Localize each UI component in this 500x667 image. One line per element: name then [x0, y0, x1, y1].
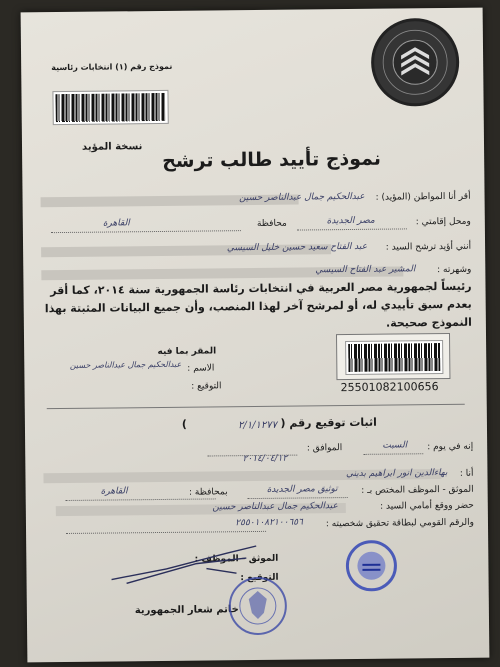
section-divider	[47, 404, 465, 409]
residence-label: ومحل إقامتي :	[415, 216, 471, 228]
barcode	[346, 341, 442, 374]
copy-label: نسخة المؤيد	[81, 141, 143, 153]
me-value: بهاءالدين انور ابراهيم بديني	[345, 467, 448, 480]
residence-value: مصر الجديدة	[326, 215, 375, 227]
model-number-label: نموذج رقم (١) انتخابات رئاسية	[51, 61, 173, 73]
national-id-line	[66, 531, 266, 534]
declarant-name-value: عبدالحكيم جمال عبدالناصر حسين	[69, 359, 182, 370]
declarant-name-label: الاسم :	[187, 363, 215, 374]
declarant-heading: المقر بما فيه	[157, 346, 217, 358]
barcode-number: 25501082100656	[340, 380, 439, 395]
citizen-label: أقر أنا المواطن (المؤيد) :	[375, 191, 471, 203]
notary-gov-label: بمحافظة :	[188, 487, 228, 498]
day-label: إنه في يوم :	[427, 441, 474, 453]
notary-gov-value: القاهرة	[100, 486, 128, 497]
candidate-value: عبد الفتاح سعيد حسين خليل السيسي	[226, 241, 368, 254]
governorate-line	[51, 230, 241, 233]
footer-signature-label: التوقيع :	[240, 572, 279, 584]
logo-ring	[374, 21, 457, 104]
notary-gov-line	[66, 498, 216, 501]
election-commission-logo	[371, 18, 460, 107]
national-id-value: ٢٥٥٠١٠٨٢١٠٠٦٥٦	[235, 517, 304, 529]
document-title: نموذج تأييد طالب ترشح	[162, 147, 382, 172]
republic-seal-stamp	[225, 575, 292, 638]
date-value: ٢٠١٤/٠٤/١٢	[242, 453, 288, 465]
notary-value: توثيق مصر الجديدة	[266, 484, 338, 495]
me-label: أنا :	[459, 468, 474, 479]
appeared-label: حضر ووقع أمامي السيد :	[380, 500, 474, 512]
notary-employee-label: الموثق - الموظف :	[194, 553, 279, 565]
appeared-value: عبدالحكيم جمال عبدالناصر حسين	[212, 501, 338, 513]
notary-label: الموثق - الموظف المختص بـ :	[361, 484, 474, 496]
fame-value: المشير عبد الفتاح السيسي	[315, 264, 416, 276]
residence-line	[297, 228, 407, 230]
notary-stamp	[344, 539, 399, 594]
declarant-signature-label: التوقيع :	[191, 381, 222, 392]
national-id-label: والرقم القومي لبطاقة تحقيق شخصيته :	[325, 517, 475, 530]
declaration-paragraph: رئيساً لجمهورية مصر العربية في انتخابات رئاسة الجمهورية سنة ٢٠١٤، كما أقر بعدم سبق تأييدي له، أو لمرشح آخر لهذا المنصب، وأن جميع البيانات المثبتة بهذا النموذج صحيحة.	[44, 279, 472, 330]
day-line	[363, 453, 423, 455]
fame-label: وشهرته :	[437, 264, 472, 276]
governorate-value: القاهرة	[102, 218, 130, 229]
document-page	[21, 8, 490, 663]
day-value: السبت	[382, 440, 408, 451]
notary-line	[248, 497, 348, 499]
verification-number: ٢/١/١٢٧٧	[237, 419, 278, 432]
candidate-label: أنني أؤيد ترشح السيد :	[385, 241, 472, 253]
citizen-value: عبدالحكيم جمال عبدالناصر حسين	[239, 191, 365, 204]
top-barcode	[53, 91, 167, 124]
verification-close: )	[181, 417, 187, 431]
corresponding-label: الموافق :	[306, 443, 343, 454]
verification-title: اثبات توقيع رقم (	[280, 415, 377, 430]
seal-label: خاتم شعار الجمهورية	[134, 604, 239, 617]
governorate-label: محافظة	[256, 218, 287, 229]
